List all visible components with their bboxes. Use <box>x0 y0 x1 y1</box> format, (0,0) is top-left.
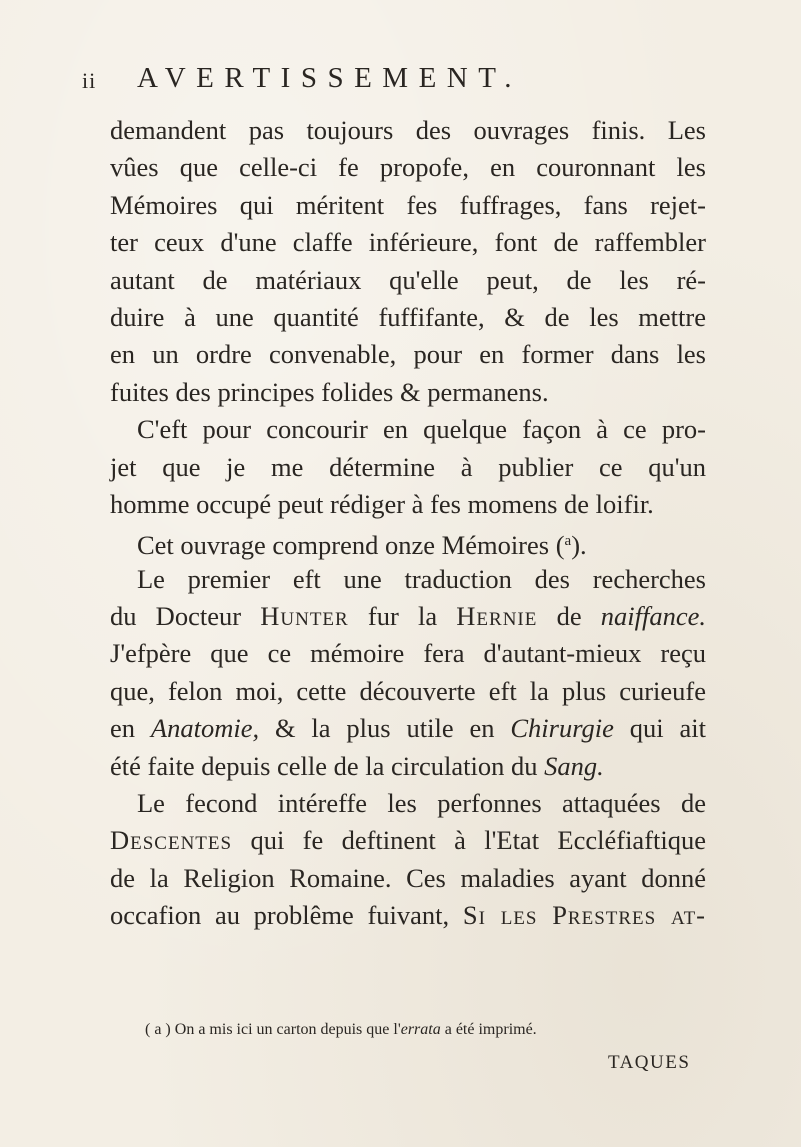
text-segment: qui fe deftinent à l'Etat Eccléfiaftique <box>250 825 707 856</box>
text-line: jet que je me détermine à publier ce qu'un <box>110 451 706 482</box>
page-number: ii <box>82 68 97 93</box>
text-line: de la Religion Romaine. Ces maladies ayant donné <box>110 862 706 893</box>
text-line: que, felon moi, cette découverte eft la plus curieufe <box>110 675 706 706</box>
catchword: TAQUES <box>608 1052 691 1073</box>
text-line: en un ordre convenable, pour en former dans les <box>110 339 706 370</box>
italic-term: Sang. <box>544 750 604 781</box>
footnote-italic: errata <box>400 1021 441 1038</box>
text-segment: occafion au problême fuivant, <box>110 900 450 931</box>
text-segment: ). <box>571 530 587 561</box>
text-segment: du Docteur <box>110 601 242 632</box>
text-segment: en <box>110 713 136 744</box>
running-title: AVERTISSEMENT. <box>137 62 523 94</box>
text-line: homme occupé peut rédiger à fes momens de loifir. <box>110 488 654 519</box>
text-line: Mémoires qui méritent fes fuffrages, fans rejet- <box>110 189 706 220</box>
text-line <box>110 710 706 747</box>
italic-term: naiffance. <box>600 601 707 632</box>
text-line <box>110 523 706 560</box>
text-segment: Cet ouvrage comprend onze Mémoires ( <box>137 530 565 561</box>
text-segment: & la plus utile en <box>274 713 495 744</box>
author-name: Hunter <box>260 601 349 632</box>
italic-term: Chirurgie <box>510 713 614 744</box>
footnote-marker: ( a ) <box>145 1021 171 1038</box>
text-segment: de <box>556 601 582 632</box>
text-line: Le fecond intéreffe les perfonnes attaquées de <box>137 788 706 819</box>
text-line: duire à une quantité fuffifante, & de les mettre <box>110 301 706 332</box>
footnote-reference: a <box>564 533 572 550</box>
footnote-text-end: a été imprimé. <box>440 1021 537 1038</box>
text-line <box>110 748 706 785</box>
text-segment: fur la <box>367 601 438 632</box>
text-line: C'eft pour concourir en quelque façon à ce pro- <box>137 414 706 445</box>
italic-term: Anatomie, <box>150 713 260 744</box>
text-line <box>110 598 706 635</box>
problem-heading: Si les Prestres at- <box>462 900 707 931</box>
text-line: ter ceux d'une claffe inférieure, font de raffembler <box>110 227 706 258</box>
text-line: J'efpère que ce mémoire fera d'autant-mieux reçu <box>110 638 706 669</box>
text-segment: qui ait <box>629 713 707 744</box>
footnote-text: On a mis ici un carton depuis que l' <box>174 1021 401 1038</box>
subject-term: Descentes <box>110 825 233 856</box>
text-line <box>110 897 706 934</box>
subject-term: Hernie <box>456 601 538 632</box>
text-line <box>110 822 706 859</box>
body-text <box>110 112 706 935</box>
text-line: autant de matériaux qu'elle peut, de les ré- <box>110 264 706 295</box>
text-line: fuites des principes folides & permanens. <box>110 376 549 407</box>
text-line: demandent pas toujours des ouvrages finis. Les <box>110 115 706 145</box>
text-line: Le premier eft une traduction des recherches <box>137 563 706 594</box>
footnote <box>145 1021 705 1039</box>
text-segment: été faite depuis celle de la circulation du <box>110 750 538 781</box>
page-header <box>82 62 722 96</box>
text-line: vûes que celle-ci fe propofe, en couronnant les <box>110 152 706 183</box>
